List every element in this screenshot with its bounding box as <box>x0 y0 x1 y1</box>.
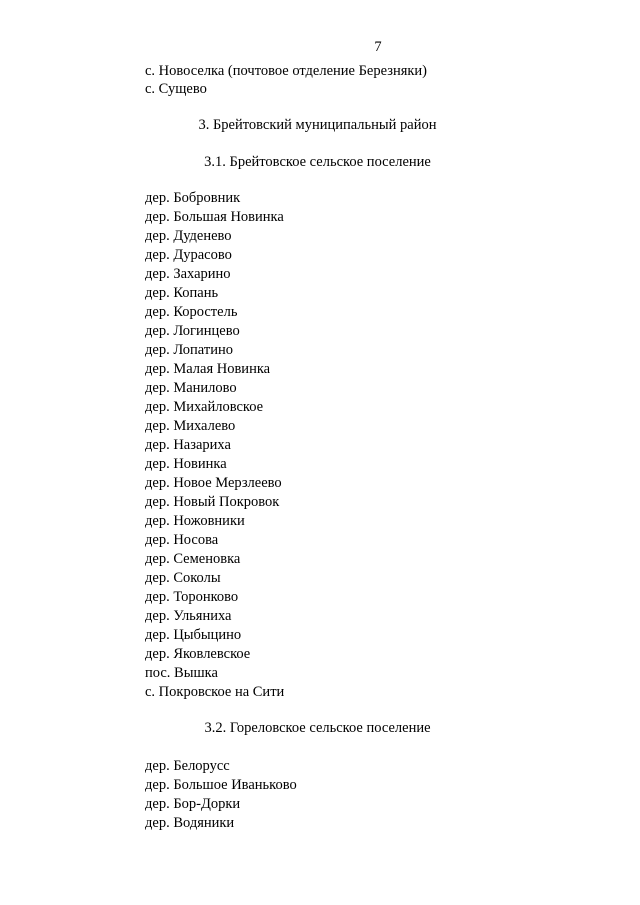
list-item: дер. Коростель <box>145 304 238 320</box>
list-item: дер. Новинка <box>145 456 227 472</box>
district-heading: 3. Брейтовский муниципальный район <box>198 117 437 133</box>
list-item: дер. Большое Иваньково <box>145 777 297 793</box>
list-item: дер. Новое Мерзлеево <box>145 475 282 491</box>
settlement-2-list <box>145 757 297 833</box>
list-item: дер. Дуденево <box>145 228 232 244</box>
list-item: дер. Лопатино <box>145 342 233 358</box>
list-item: дер. Бор-Дорки <box>145 796 241 812</box>
intro-line-1: с. Новоселка (почтовое отделение Березняки) <box>145 63 428 79</box>
settlement-1-list <box>145 189 284 702</box>
page-number: 7 <box>374 39 382 55</box>
list-item: дер. Михайловское <box>145 399 264 415</box>
list-item: дер. Ножовники <box>145 513 245 529</box>
settlement-2-heading: 3.2. Гореловское сельское поселение <box>204 720 431 736</box>
list-item: дер. Михалево <box>145 418 236 434</box>
list-item: пос. Вышка <box>145 665 218 681</box>
list-item: дер. Дурасово <box>145 247 232 263</box>
list-item: дер. Торонково <box>145 589 239 605</box>
list-item: дер. Захарино <box>145 266 231 282</box>
list-item: дер. Большая Новинка <box>145 209 284 225</box>
list-item: дер. Соколы <box>145 570 221 586</box>
settlement-1-heading: 3.1. Брейтовское сельское поселение <box>204 154 431 170</box>
list-item: дер. Логинцево <box>145 323 240 339</box>
list-item: дер. Копань <box>145 285 219 301</box>
list-item: дер. Назариха <box>145 437 231 453</box>
list-item: дер. Водяники <box>145 815 235 831</box>
list-item: дер. Белорусс <box>145 758 230 774</box>
list-item: дер. Малая Новинка <box>145 361 271 377</box>
list-item: дер. Бобровник <box>145 190 241 206</box>
list-item: дер. Цыбыцино <box>145 627 242 643</box>
list-item: дер. Ульяниха <box>145 608 232 624</box>
list-item: дер. Новый Покровок <box>145 494 280 510</box>
list-item: дер. Манилово <box>145 380 237 396</box>
list-item: дер. Яковлевское <box>145 646 251 662</box>
intro-line-2: с. Сущево <box>145 81 207 97</box>
list-item: дер. Носова <box>145 532 219 548</box>
list-item: с. Покровское на Сити <box>145 684 285 700</box>
list-item: дер. Семеновка <box>145 551 241 567</box>
